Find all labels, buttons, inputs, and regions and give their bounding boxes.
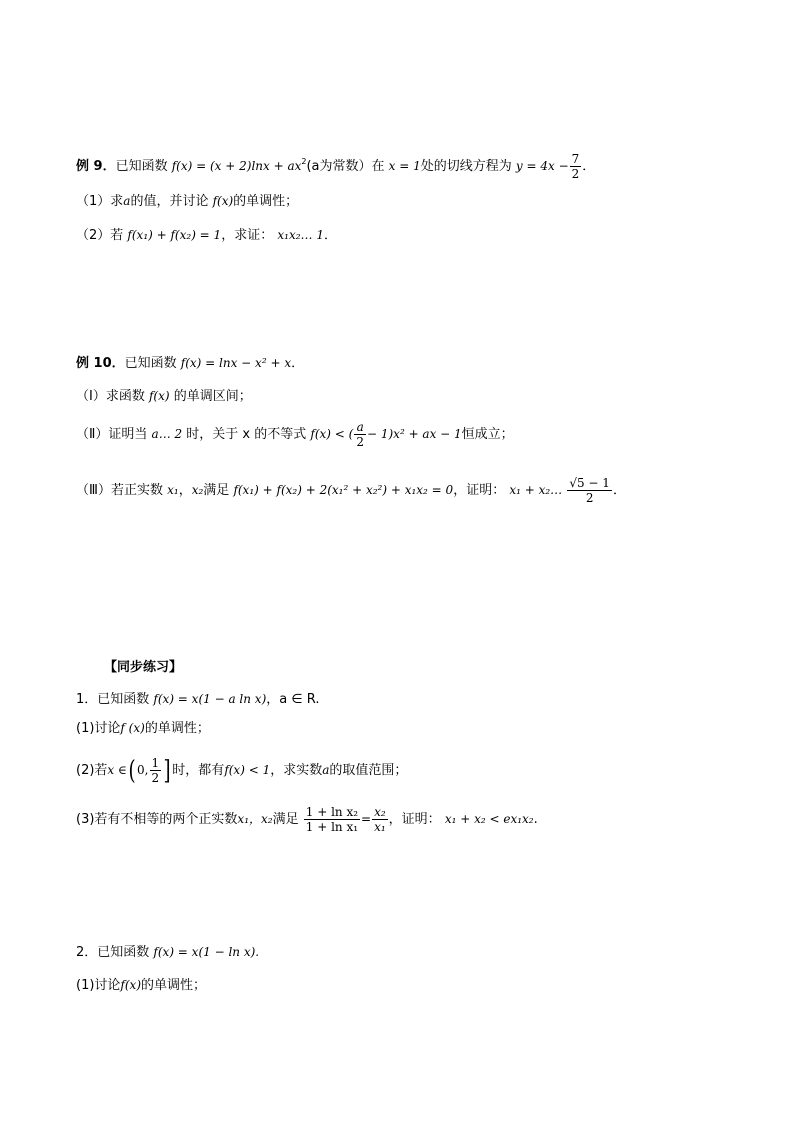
- example-10-title: 例 10．: [76, 356, 125, 371]
- fraction: $\frac{\text{1 + ln x₂}}{\text{1 + ln x₁}}$: [305, 805, 359, 834]
- example-10-question-1: （Ⅰ）求函数 f(x) 的单调区间；: [76, 389, 252, 404]
- practice-2-question-1: (1)讨论f(x)的单调性；: [76, 978, 207, 993]
- example-9-stem: 例 9．已知函数 $f(x) = (x + 2)\ln x + ax^2(a$为常数）在 x = 1处的切线方程为 y = 4x − $\frac{7}{2}$ ．: [76, 152, 596, 181]
- example-10-question-3: （Ⅲ）若正实数 x₁，x₂满足 f(x₁) + f(x₂) + 2(x₁² + x₂²) + x₁x₂ = 0，证明： x₁ + x₂… $\frac{√5 - 1}{2}$ ．: [76, 476, 626, 505]
- fraction: $\frac{1}{2}$: [151, 756, 160, 785]
- example-9-question-1: （1）求a的值，并讨论 f(x)的单调性；: [76, 194, 299, 209]
- example-9-question-2: （2）若 f(x₁) + f(x₂) = 1，求证： x₁x₂… 1．: [76, 228, 337, 243]
- example-10-stem: 例 10．已知函数 f(x) = lnx − x² + x．: [76, 356, 305, 371]
- left-bracket: (: [128, 755, 136, 786]
- practice-2-stem: 2．已知函数 f(x) = x(1 − ln x).: [76, 945, 260, 960]
- practice-1-stem: 1．已知函数 f(x) = x(1 − a ln x)，a ∈ R.: [76, 692, 320, 707]
- fraction: $\frac{a}{2}$: [356, 420, 364, 449]
- practice-1-question-2: (2)若x ∈( 0, $\frac{1}{2}$ ] 时，都有f(x) < 1，求实数a的取值范围；: [76, 755, 408, 786]
- practice-1-question-3: (3)若有不相等的两个正实数x₁，x₂满足 $\frac{\text{1 + ln x₂}}{\text{1 + ln x₁}}$ = $\frac{\text{x₂}}{\text{x₁}}$ ，证明： x₁ + x₂ < ex₁x₂.: [76, 805, 538, 834]
- example-9-title: 例 9．: [76, 159, 116, 174]
- right-bracket: ]: [163, 755, 171, 786]
- fraction: $\frac{√5 - 1}{2}$: [569, 476, 610, 505]
- practice-1-question-1: (1)讨论f (x)的单调性；: [76, 721, 210, 736]
- fraction: $\frac{7}{2}$: [571, 152, 580, 181]
- example-10-question-2: （Ⅱ）证明当 a… 2 时，关于 x 的不等式 f(x) < ( $\frac{a}{2}$ − 1)x² + ax − 1恒成立；: [76, 420, 514, 449]
- section-heading: 【同步练习】: [104, 660, 183, 675]
- fraction: $\frac{\text{x₂}}{\text{x₁}}$: [374, 805, 386, 834]
